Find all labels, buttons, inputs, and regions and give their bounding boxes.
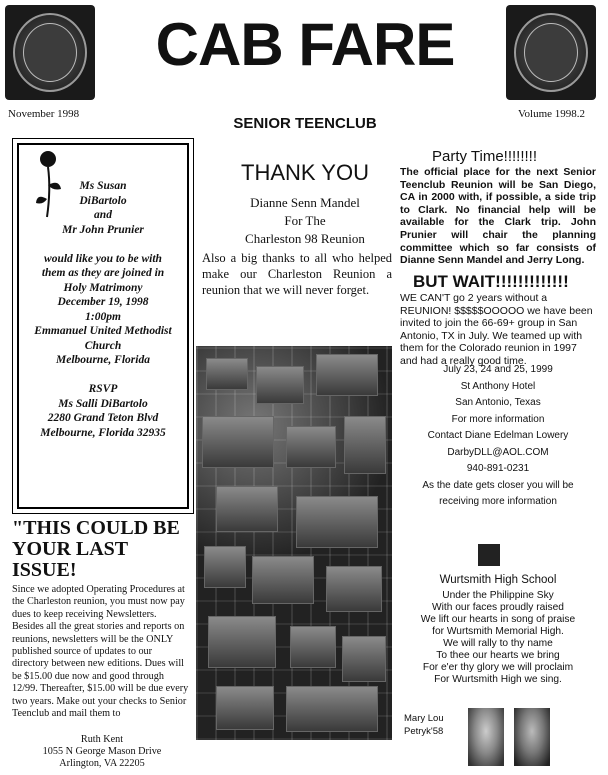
invitation-line: Ms Salli DiBartolo: [58, 397, 148, 410]
lyric-line: Under the Philippine Sky: [442, 590, 554, 601]
lyric-line: We lift our hearts in song of praise: [420, 614, 576, 625]
last-issue-body: Since we adopted Operating Procedures at the Charleston reunion, you must now pay dues to keep receiving Newsletters. Besides all the great stories and reports on reunions, newsletters will be the ONLY published source of updates to our directory between new editions. Dues will be $15.00 due now and good through 12/99. Thereafter, $15.00 will be due every two years. Make out your checks to Senior Teenclub and mail them to: [12, 584, 189, 720]
lyric-line: To thee our hearts we bring: [436, 650, 560, 661]
thank-you-heading: THANK YOU: [241, 160, 369, 185]
invitation-line: would like you to be with: [44, 252, 162, 265]
thank-you-body: Also a big thanks to all who helped make our Charleston Reunion a reunion that we will never forget.: [202, 251, 392, 297]
thank-you-line: Charleston 98 Reunion: [245, 231, 365, 246]
reunion-detail-line: DarbyDLL@AOL.COM: [447, 446, 549, 458]
lyric-line: We will rally to thy name: [443, 638, 553, 649]
lyric-line: For Wurtsmith High we sing.: [434, 674, 562, 685]
school-crest-icon: [478, 544, 500, 566]
address-line: 1055 N George Mason Drive: [42, 746, 162, 757]
reunion-detail-line: San Antonio, Texas: [455, 397, 541, 408]
address-line: Arlington, VA 22205: [59, 758, 145, 769]
newsletter-title: CAB FARE: [155, 11, 455, 78]
invitation-line: [27, 368, 179, 383]
invitation-line: them as they are joined in: [41, 267, 165, 279]
reunion-detail-line: receiving more information: [439, 496, 557, 507]
wedding-invitation: [12, 138, 194, 514]
invitation-line: Holy Matrimony: [63, 281, 143, 294]
lyric-line: With our faces proudly raised: [432, 602, 564, 613]
invitation-line: Church: [84, 339, 122, 352]
credit-line: Petryk'58: [404, 726, 444, 737]
lyric-line: For e'er thy glory we will proclaim: [422, 662, 574, 673]
invitation-text: [27, 179, 179, 440]
party-time-body: The official place for the next Senior Teenclub Reunion will be San Diego, CA in 2000 with, if possible, a side trip to Clark. No financial help will be available for the Clark trip. John Prunier will chair the planning committee which so far consists of Dianne Senn Mandel and Jerry Long.: [400, 166, 596, 267]
credit-line: Mary Lou: [404, 713, 444, 724]
issue-date: November 1998: [8, 108, 80, 120]
invitation-line: DiBartolo: [79, 194, 127, 207]
reunion-detail-line: 940-891-0231: [466, 463, 530, 474]
reunion-detail-line: For more information: [451, 413, 545, 425]
thank-you-line: Dianne Senn Mandel: [250, 195, 360, 210]
reunion-detail-line: As the date gets closer you will be: [422, 479, 574, 491]
invitation-line: Ms Susan: [79, 180, 127, 192]
reunion-detail-line: Contact Diane Edelman Lowery: [427, 430, 569, 441]
but-wait-heading: BUT WAIT!!!!!!!!!!!!!: [413, 272, 569, 291]
party-time-heading: Party Time!!!!!!!!: [432, 148, 538, 165]
invitation-line: RSVP: [88, 383, 118, 395]
last-issue-heading: "THIS COULD BE YOUR LAST ISSUE!: [12, 517, 180, 581]
thank-you-line: For The: [284, 213, 326, 228]
reunion-details: [400, 362, 596, 511]
invitation-line: 1:00pm: [85, 310, 121, 323]
right-seal-logo: [506, 5, 596, 100]
but-wait-body: WE CAN'T go 2 years without a REUNION! $$$$$OOOOO we have been invited to join the 66-69+ group in San Antonio, TX in July. We teamed up with them for the Colorado reunion in 1997 and had a really good time.: [400, 292, 593, 367]
thank-you-lines: [205, 194, 405, 248]
volume-number: Volume 1998.2: [518, 108, 586, 120]
invitation-line: 2280 Grand Teton Blvd: [47, 412, 159, 424]
invitation-line: Mr John Prunier: [62, 223, 144, 236]
dues-mailing-address: [12, 734, 192, 770]
invitation-line: Emmanuel United Methodist: [34, 325, 172, 337]
left-seal-logo: [5, 5, 95, 100]
school-song-heading: Wurtsmith High School: [439, 574, 557, 586]
school-song-lyrics: [400, 590, 596, 686]
lyric-line: for Wurtsmith Memorial High.: [432, 626, 564, 637]
section-subtitle: SENIOR TEENCLUB: [233, 115, 377, 132]
reunion-photo-collage: [196, 346, 392, 740]
invitation-line: and: [94, 209, 112, 221]
invitation-line: Melbourne, Florida 32935: [40, 426, 166, 439]
invitation-line: December 19, 1998: [57, 296, 149, 308]
reunion-detail-line: St Anthony Hotel: [460, 380, 536, 392]
reunion-detail-line: July 23, 24 and 25, 1999: [443, 364, 553, 375]
address-line: Ruth Kent: [80, 734, 124, 745]
photo-credit: [404, 712, 444, 738]
portrait-photo: [514, 708, 550, 766]
invitation-line: Melbourne, Florida: [56, 354, 150, 366]
invitation-line: [27, 237, 179, 252]
portrait-photo: [468, 708, 504, 766]
